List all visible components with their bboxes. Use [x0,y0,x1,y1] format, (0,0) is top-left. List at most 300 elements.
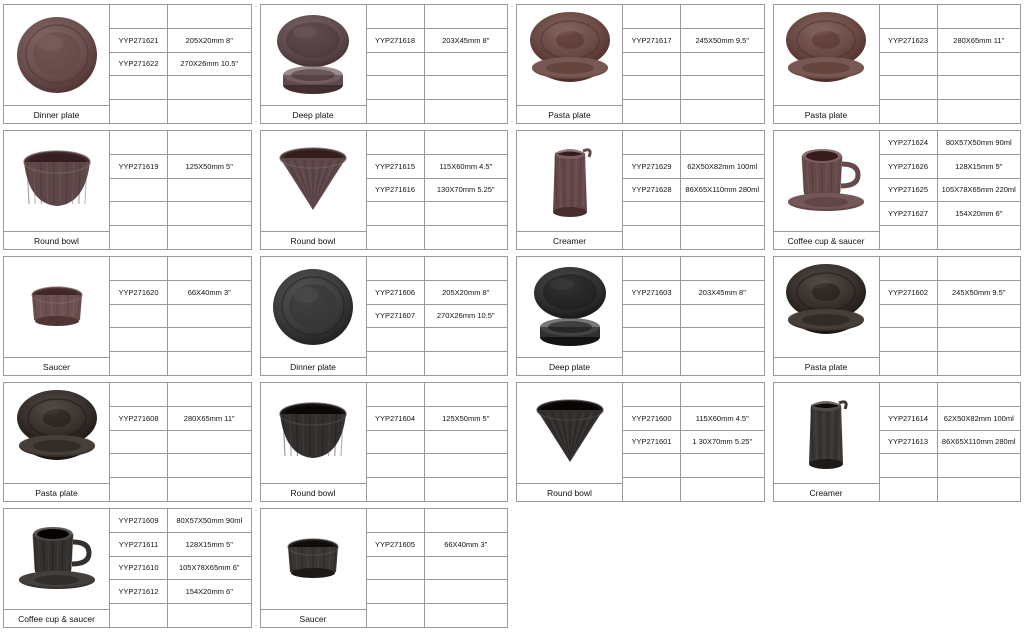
product-size [938,383,1021,406]
product-size: 203X45mm 8" [442,35,490,45]
spec-table [623,257,764,375]
product-code: YYP271611 [110,533,168,556]
table-row [880,179,1021,203]
product-size: 86X65X110mm 280ml [941,437,1016,447]
product-size [938,328,1021,351]
table-row [623,53,764,77]
product-cell[interactable] [516,130,765,250]
product-code [623,76,681,99]
product-code [110,100,168,123]
product-size [425,509,508,532]
product-size [168,226,251,249]
product-code: YYP271623 [880,29,938,52]
product-cell[interactable] [3,130,252,250]
table-row [623,328,764,352]
product-cell[interactable] [3,508,252,628]
product-cell[interactable] [773,256,1022,376]
product-image-column [774,257,880,375]
product-size: 80X57X50mm 90ml [945,137,1012,147]
product-name: Dinner plate [4,105,109,123]
product-size: 115X60mm 4.5" [695,413,749,423]
table-row [367,509,508,533]
product-code [110,76,168,99]
product-cell[interactable] [3,4,252,124]
product-code: YYP271617 [623,29,681,52]
table-row [880,100,1021,123]
product-code [367,580,425,603]
product-size [425,202,508,225]
table-row [880,305,1021,329]
spec-table [880,131,1021,249]
product-size [168,179,251,202]
product-size [938,257,1021,280]
table-row [367,281,508,305]
table-row [880,29,1021,53]
product-name: Round bowl [261,231,366,249]
product-row [3,508,1021,628]
table-row [623,257,764,281]
product-image-column [517,257,623,375]
creamer-brown-icon [517,131,622,231]
product-size [168,76,251,99]
product-name: Round bowl [261,483,366,501]
product-size [425,257,508,280]
product-size [938,352,1021,375]
product-code [623,305,681,328]
product-size [681,257,764,280]
table-row [367,100,508,123]
product-size: 128X15mm 5" [955,161,1003,171]
product-size [425,226,508,249]
table-row [623,352,764,375]
product-code [110,352,168,375]
product-code: YYP271605 [367,533,425,556]
product-cell[interactable] [773,130,1022,250]
deep-plate-black-icon [517,257,622,357]
table-row [623,202,764,226]
product-size [425,100,508,123]
product-size: 125X50mm 5" [442,413,490,423]
table-row [367,478,508,501]
product-cell[interactable] [773,382,1022,502]
spec-table [880,383,1021,501]
product-code: YYP271612 [110,580,168,603]
product-code: YYP271626 [880,155,938,178]
product-code [880,5,938,28]
table-row [110,305,251,329]
product-size [168,202,251,225]
table-row [367,533,508,557]
product-size [425,478,508,501]
product-code [623,100,681,123]
product-image-column [261,5,367,123]
table-row [880,478,1021,501]
product-code [367,478,425,501]
product-code [623,131,681,154]
product-code [880,352,938,375]
product-code [367,226,425,249]
product-image-column [4,5,110,123]
product-code: YYP271628 [623,179,681,202]
table-row [110,509,251,533]
product-size: 245X50mm 9.5" [695,35,750,45]
product-code: YYP271625 [880,179,938,202]
product-code [623,53,681,76]
table-row [110,226,251,249]
product-size [168,454,251,477]
table-row [110,383,251,407]
product-code [110,328,168,351]
table-row [880,76,1021,100]
saucer-ribbed-black-icon [261,509,366,609]
product-code [367,100,425,123]
product-code: YYP271614 [880,407,938,430]
product-cell[interactable] [516,256,765,376]
table-row [880,5,1021,29]
product-code [110,202,168,225]
product-image-column [4,257,110,375]
product-row [3,382,1021,502]
spec-table [110,383,251,501]
product-code: YYP271601 [623,431,681,454]
product-name: Deep plate [517,357,622,375]
pasta-plate-black-2-icon [4,383,109,483]
product-size [681,131,764,154]
product-name: Pasta plate [517,105,622,123]
product-size: 270X26mm 10.5" [436,311,495,321]
table-row [623,76,764,100]
table-row [110,53,251,77]
table-row [367,431,508,455]
product-size [425,76,508,99]
spec-table [110,257,251,375]
product-size [425,580,508,603]
product-size [681,328,764,351]
product-code: YYP271615 [367,155,425,178]
product-name: Round bowl [517,483,622,501]
product-code: YYP271606 [367,281,425,304]
product-size [681,202,764,225]
table-row [367,155,508,179]
table-row [367,226,508,249]
table-row [367,53,508,77]
product-code: YYP271609 [110,509,168,532]
product-size: 154X20mm 6" [185,587,233,597]
creamer-black-icon [774,383,879,483]
product-size: 130X70mm 5.25" [436,185,495,195]
product-code [623,478,681,501]
table-row [880,155,1021,179]
product-code: YYP271627 [880,202,938,225]
product-size [425,454,508,477]
table-row [880,407,1021,431]
product-size: 80X57X50mm 90ml [176,515,243,525]
product-name: Saucer [4,357,109,375]
product-size: 125X50mm 5" [185,161,233,171]
product-size [168,5,251,28]
product-name: Round bowl [4,231,109,249]
product-size [168,305,251,328]
product-code [367,557,425,580]
plate-black-top-icon [261,257,366,357]
table-row [367,454,508,478]
product-code [367,202,425,225]
spec-table [623,131,764,249]
product-cell[interactable] [3,382,252,502]
product-code [367,76,425,99]
cone-bowl-black-icon [517,383,622,483]
table-row [880,352,1021,375]
product-code: YYP271610 [110,557,168,580]
product-size: 62X50X82mm 100ml [687,161,758,171]
table-row [110,533,251,557]
product-code [367,604,425,627]
product-image-column [774,5,880,123]
table-row [110,580,251,604]
product-cell[interactable] [516,4,765,124]
product-size: 270X26mm 10.5" [180,59,239,69]
table-row [110,179,251,203]
table-row [110,431,251,455]
product-image-column [261,131,367,249]
table-row [880,226,1021,249]
product-size [938,5,1021,28]
product-size [425,328,508,351]
spec-table [880,5,1021,123]
product-size [425,131,508,154]
spec-table [110,5,251,123]
table-row [110,478,251,501]
product-size [681,352,764,375]
table-row [110,155,251,179]
product-code [110,478,168,501]
product-code: YYP271608 [110,407,168,430]
spec-table [367,509,508,627]
product-size: 1 30X70mm 5.25" [692,437,753,447]
product-size [938,53,1021,76]
table-row [367,257,508,281]
product-cell[interactable] [773,4,1022,124]
product-size: 245X50mm 9.5" [951,287,1006,297]
coffee-cup-saucer-brown-icon [774,131,879,231]
product-code: YYP271604 [367,407,425,430]
pasta-plate-brown-icon [517,5,622,105]
table-row [367,202,508,226]
table-row [367,29,508,53]
product-cell[interactable] [260,508,509,628]
table-row [367,5,508,29]
product-code [367,257,425,280]
product-image-column [4,131,110,249]
table-row [110,100,251,123]
table-row [367,604,508,627]
pasta-plate-black-icon [774,257,879,357]
table-row [110,131,251,155]
product-size [425,431,508,454]
spec-table [880,257,1021,375]
product-size [938,226,1021,249]
product-name: Dinner plate [261,357,366,375]
product-code [367,328,425,351]
product-row [3,256,1021,376]
table-row [367,557,508,581]
table-row [623,383,764,407]
product-size: 128X15mm 5" [185,539,233,549]
product-code: YYP271607 [367,305,425,328]
product-code [880,478,938,501]
table-row [110,454,251,478]
product-image-column [517,131,623,249]
product-code [110,257,168,280]
product-code [367,352,425,375]
table-row [110,5,251,29]
cone-bowl-brown-icon [261,131,366,231]
table-row [110,328,251,352]
product-code: YYP271621 [110,29,168,52]
product-size: 62X50X82mm 100ml [943,413,1014,423]
table-row [367,179,508,203]
product-code: YYP271620 [110,281,168,304]
spec-table [110,509,251,627]
table-row [367,383,508,407]
product-cell[interactable] [260,130,509,250]
deep-plate-brown-icon [261,5,366,105]
product-code [623,257,681,280]
product-size: 154X20mm 6" [955,209,1003,219]
product-code [367,53,425,76]
product-size [938,76,1021,99]
product-code [367,509,425,532]
product-code [623,383,681,406]
table-row [623,100,764,123]
product-name: Pasta plate [774,105,879,123]
product-size [168,431,251,454]
table-row [367,305,508,329]
product-size [425,383,508,406]
product-code [367,383,425,406]
product-cell[interactable] [260,4,509,124]
table-row [623,179,764,203]
table-row [623,407,764,431]
product-row [3,4,1021,124]
product-name: Saucer [261,609,366,627]
product-size [681,53,764,76]
product-size: 105X78X65mm 6" [178,563,240,573]
table-row [110,407,251,431]
product-code: YYP271616 [367,179,425,202]
product-size [168,257,251,280]
product-image-column [261,383,367,501]
product-cell[interactable] [516,382,765,502]
table-row [880,454,1021,478]
product-size: 205X20mm 8" [442,287,490,297]
product-code [623,352,681,375]
product-code [880,328,938,351]
table-row [880,281,1021,305]
product-code [880,100,938,123]
product-code: YYP271624 [880,131,938,154]
table-row [367,580,508,604]
spec-table [367,5,508,123]
table-row [880,328,1021,352]
product-cell[interactable] [260,382,509,502]
product-size [681,478,764,501]
product-cell[interactable] [3,256,252,376]
table-row [623,305,764,329]
product-code [367,131,425,154]
product-code: YYP271602 [880,281,938,304]
product-code: YYP271613 [880,431,938,454]
table-row [367,328,508,352]
table-row [623,478,764,501]
product-code [110,226,168,249]
table-row [880,202,1021,226]
product-size [168,383,251,406]
table-row [110,76,251,100]
product-size [938,100,1021,123]
table-row [880,431,1021,455]
product-name: Creamer [774,483,879,501]
table-row [623,29,764,53]
spec-table [367,257,508,375]
product-size [681,5,764,28]
product-image-column [774,383,880,501]
product-size [425,5,508,28]
table-row [623,431,764,455]
product-size: 66X40mm 3" [444,539,488,549]
table-row [880,131,1021,155]
product-size [681,100,764,123]
product-code [880,454,938,477]
product-size [938,305,1021,328]
product-size [425,53,508,76]
product-cell[interactable] [260,256,509,376]
product-code: YYP271619 [110,155,168,178]
product-code: YYP271618 [367,29,425,52]
product-size: 203X45mm 8" [698,287,746,297]
table-row [367,76,508,100]
spec-table [367,383,508,501]
table-row [623,226,764,249]
product-size [168,131,251,154]
table-row [110,604,251,627]
product-size [681,305,764,328]
product-size: 66X40mm 3" [187,287,231,297]
coffee-cup-saucer-black-icon [4,509,109,609]
round-bowl-ribbed-brown-icon [4,131,109,231]
product-size: 205X20mm 8" [185,35,233,45]
product-code: YYP271622 [110,53,168,76]
product-name: Coffee cup & saucer [774,231,879,249]
product-code [880,226,938,249]
product-code [623,454,681,477]
product-code [623,328,681,351]
round-bowl-ribbed-black-icon [261,383,366,483]
product-name: Coffee cup & saucer [4,609,109,627]
spec-table [623,383,764,501]
product-size [425,557,508,580]
product-code [880,383,938,406]
table-row [880,257,1021,281]
table-row [367,352,508,375]
product-code [623,5,681,28]
product-code [110,5,168,28]
product-row [3,130,1021,250]
product-size [425,604,508,627]
product-code [880,305,938,328]
spec-table [110,131,251,249]
product-code [110,131,168,154]
